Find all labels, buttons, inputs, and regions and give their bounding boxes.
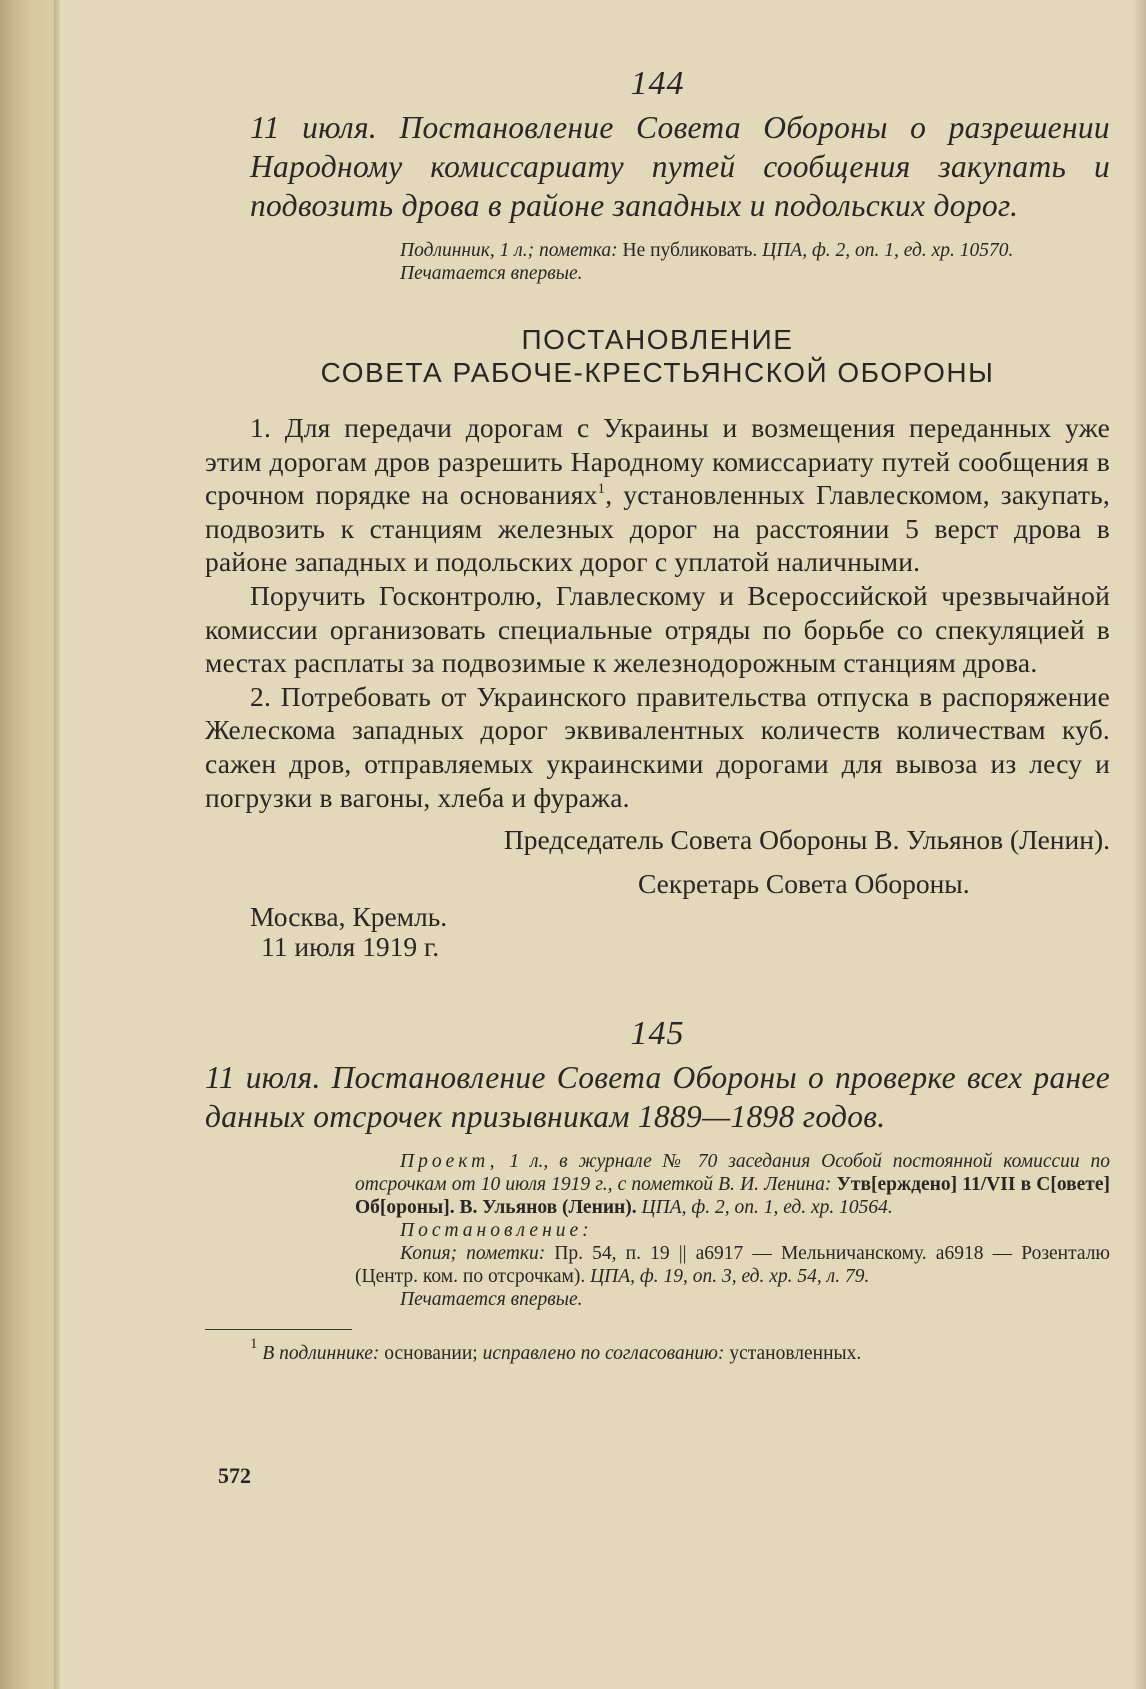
source-mark: Не публиковать. [622,240,758,261]
document-heading-144: 11 июля. Постановление Совета Обороны о разрешении Народному комиссариату путей сообщения закупать и подвозить дрова в районе западных и подольских дорог. [250,110,1110,223]
source-resolution-label: Постановление: [400,1220,593,1242]
footnote-text-2: установленных. [729,1343,862,1365]
source-draft-ref: ЦПА, ф. 2, оп. 1, ед. хр. 10564. [641,1197,893,1219]
source-first-published-145: Печатается впервые. [400,1289,583,1311]
paragraph-1 [205,411,1110,579]
document-number-145: 145 [630,1015,685,1053]
page-number: 572 [218,1463,251,1488]
footnote-italic-2: исправлено по согласованию: [482,1343,725,1365]
footnote-italic-1: В подлиннике: [262,1343,380,1365]
source-archive-ref: ЦПА, ф. 2, оп. 1, ед. хр. 10570. [762,240,1014,261]
paragraph-1-part-b: , установленных Главлескомом, закупать, подвозить к станциям железных дорог на расстоянии 5 верст дрова в районе западных и подольских дорог с уплатой наличными. [205,479,1110,578]
signature-chairman: Председатель Совета Обороны В. Ульянов (Ленин). [503,824,1110,856]
source-copy-ref: ЦПА, ф. 19, оп. 3, ед. хр. 54, л. 79. [590,1266,870,1288]
page-edge-shadow [1132,0,1146,1689]
document-heading-145: 11 июля. Постановление Совета Обороны о проверке всех ранее данных отсрочек призывникам 1889—1898 годов. [205,1060,1110,1135]
document-number-144: 144 [630,65,685,102]
signature-secretary: Секретарь Совета Обороны. [638,868,970,900]
place: Москва, Кремль. [250,901,448,933]
source-copy-marks: Пр. 54, п. 19 || а6917 — Мельничанскому. а6918 — Розенталю (Центр. ком. по отсрочкам). [355,1243,1110,1288]
footnote-mark: 1 [250,1336,258,1353]
book-spine-shadow [0,0,60,1689]
source-first-published: Печатается впервые. [400,263,583,284]
source-note-144 [355,239,1110,285]
source-label: Подлинник, 1 л.; пометка: [400,240,618,261]
source-note-145 [355,1150,1110,1311]
source-copy-label: Копия; пометки: [400,1243,546,1265]
source-lenin-mark: Утв[ерждено] 11/VII в С[овете] Об[ороны]. В. Ульянов (Ленин). [355,1174,1111,1219]
source-draft-text: 1 л., в журнале № 70 заседания Особой постоянной комиссии по отсрочкам от 10 июля 1919 г., с пометкой В. И. Ленина: [355,1151,1111,1196]
document-title-line1: ПОСТАНОВЛЕНИЕ [521,324,794,355]
footnote-text-1: основании; [384,1343,478,1365]
footnote [250,1336,1110,1366]
footnote-ref: 1 [597,481,606,498]
date: 11 июля 1919 г. [261,931,440,963]
source-draft-label: Проект, [400,1151,499,1173]
paragraph-1-part-a: 1. Для передачи дорогам с Украины и возмещения переданных уже этим дорогам дров разрешить Народному комиссариату путей сообщения в срочном порядке на основаниях [205,412,1110,511]
paragraph-2: Поручить Госконтролю, Главлескому и Всероссийской чрезвычайной комиссии организовать специальные отряды по борьбе со спекуляцией в местах расплаты за подвозимые к железнодорожным станциям дрова. [205,579,1110,679]
document-page [205,62,1110,1366]
document-title-line2: СОВЕТА РАБОЧЕ-КРЕСТЬЯНСКОЙ ОБОРОНЫ [320,357,995,388]
paragraph-3: 2. Потребовать от Украинского правительства отпуска в распоряжение Желескома западных дорог эквивалентных количеств количествам куб. сажен дров, отправляемых украинскими дорогами для вывоза из лесу и погрузки в вагоны, хлеба и фуража. [205,680,1110,813]
footnote-divider [205,1329,352,1330]
